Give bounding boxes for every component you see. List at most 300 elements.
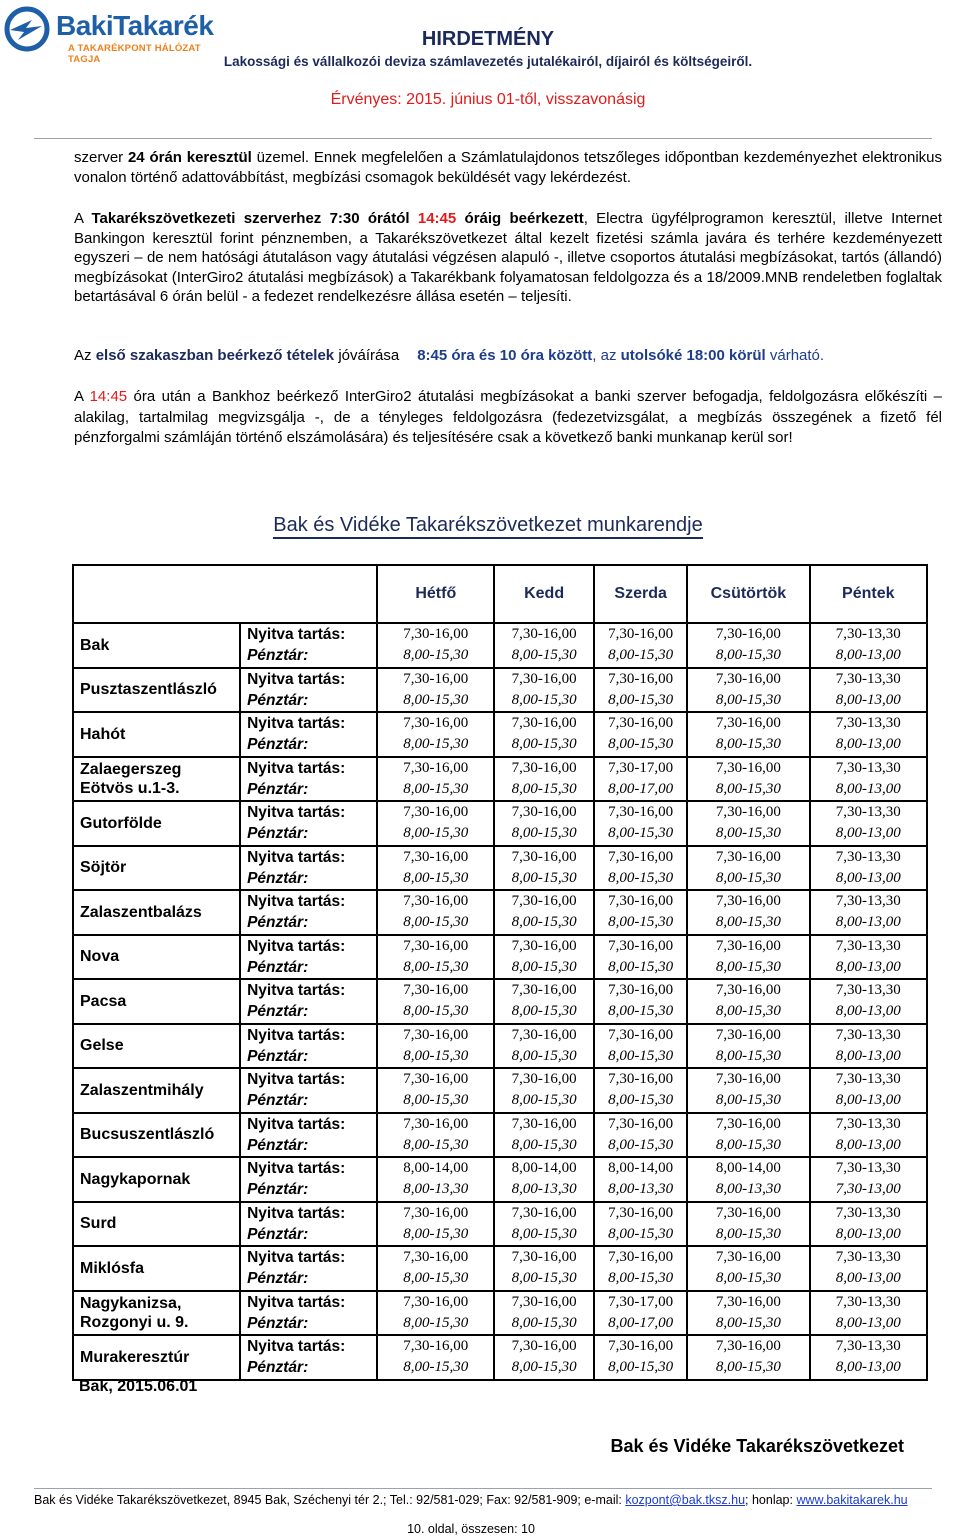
cashier-hours-value: 8,00-15,30: [403, 691, 469, 708]
opening-hours-value: 7,30-16,00: [608, 804, 674, 821]
opening-hours-value: 7,30-16,00: [608, 1338, 674, 1355]
opening-hours-value: 7,30-16,00: [511, 1338, 577, 1355]
day-hours-cell: [494, 1157, 594, 1202]
cashier-hours-value: 8,00-13,30: [511, 1181, 577, 1198]
opening-hours-label: Nyitva tartás:: [247, 1160, 346, 1178]
day-hours-cell: [594, 623, 687, 668]
day-hours-cell: [494, 935, 594, 980]
cashier-hours-value: 8,00-15,30: [608, 647, 674, 664]
day-hours-cell: [377, 979, 494, 1024]
day-hours-cell: [377, 1291, 494, 1336]
hours-labels: [240, 1024, 377, 1069]
cashier-hours-value: 8,00-15,30: [511, 1225, 577, 1242]
opening-hours-value: 7,30-16,00: [511, 804, 577, 821]
day-hours-cell: [594, 668, 687, 713]
opening-hours-value: 7,30-13,30: [835, 982, 901, 999]
day-hours-cell: [594, 1246, 687, 1291]
branch-name-line: Hahót: [80, 725, 126, 743]
table-row: [73, 1157, 927, 1202]
hours-labels: [240, 1291, 377, 1336]
table-row: [73, 846, 927, 891]
branch-name: [73, 1157, 240, 1202]
cashier-hours-label: Pénztár:: [247, 914, 309, 932]
cashier-hours-value: 8,00-15,30: [608, 1047, 674, 1064]
hours-labels: [240, 846, 377, 891]
p3-text-6: utolsóké 18:00 körül: [620, 347, 766, 364]
opening-hours-label: Nyitva tartás:: [247, 1204, 346, 1222]
opening-hours-label: Nyitva tartás:: [247, 893, 346, 911]
table-row: [73, 668, 927, 713]
day-hours-cell: [594, 1068, 687, 1113]
cashier-hours-label: Pénztár:: [247, 1181, 309, 1199]
opening-hours-value: 7,30-13,30: [835, 1204, 901, 1221]
opening-hours-value: 7,30-16,00: [511, 1293, 577, 1310]
cashier-hours-value: 8,00-15,30: [511, 691, 577, 708]
opening-hours-value: 7,30-13,30: [835, 715, 901, 732]
opening-hours-value: 7,30-16,00: [608, 1115, 674, 1132]
cashier-hours-value: 8,00-13,00: [835, 1225, 901, 1242]
table-row: [73, 979, 927, 1024]
day-hours-cell: [594, 846, 687, 891]
opening-hours-value: 7,30-16,00: [608, 893, 674, 910]
day-hours-cell: [810, 1113, 928, 1158]
opening-hours-value: 7,30-16,00: [715, 715, 781, 732]
day-hours-cell: [687, 1246, 809, 1291]
cashier-hours-value: 8,00-13,00: [835, 958, 901, 975]
opening-hours-value: 7,30-16,00: [715, 937, 781, 954]
p2-text-1: A: [74, 210, 92, 227]
cashier-hours-value: 8,00-13,00: [835, 825, 901, 842]
hours-labels: [240, 935, 377, 980]
p4-text-1: A: [74, 388, 90, 405]
day-hours-cell: [687, 1202, 809, 1247]
day-hours-cell: [810, 623, 928, 668]
day-hours-cell: [810, 935, 928, 980]
cashier-hours-value: 8,00-15,30: [608, 958, 674, 975]
p2-text-3: 14:45: [417, 210, 457, 227]
cashier-hours-value: 8,00-13,00: [835, 691, 901, 708]
opening-hours-value: 7,30-16,00: [511, 937, 577, 954]
opening-hours-value: 7,30-13,30: [835, 1293, 901, 1310]
branch-name-line: Bucsuszentlászló: [80, 1126, 215, 1144]
cashier-hours-value: 8,00-15,30: [715, 1047, 781, 1064]
cashier-hours-value: 8,00-15,30: [715, 1225, 781, 1242]
branch-name: [73, 623, 240, 668]
opening-hours-value: 7,30-16,00: [715, 670, 781, 687]
branch-name-line: Nagykanizsa,: [80, 1294, 182, 1312]
opening-hours-value: 7,30-16,00: [403, 1071, 469, 1088]
opening-hours-label: Nyitva tartás:: [247, 1249, 346, 1267]
cashier-hours-label: Pénztár:: [247, 1359, 309, 1377]
day-hours-cell: [594, 1202, 687, 1247]
opening-hours-value: 7,30-16,00: [511, 1071, 577, 1088]
hours-labels: [240, 1068, 377, 1113]
day-hours-cell: [377, 1335, 494, 1380]
day-hours-cell: [687, 979, 809, 1024]
day-hours-cell: [687, 1113, 809, 1158]
opening-hours-value: 7,30-13,30: [835, 937, 901, 954]
opening-hours-value: 7,30-16,00: [715, 804, 781, 821]
opening-hours-value: 7,30-16,00: [715, 1249, 781, 1266]
opening-hours-value: 7,30-13,30: [835, 848, 901, 865]
opening-hours-value: 7,30-16,00: [608, 848, 674, 865]
cashier-hours-value: 8,00-13,00: [835, 1136, 901, 1153]
cashier-hours-label: Pénztár:: [247, 1003, 309, 1021]
cashier-hours-value: 8,00-15,30: [511, 1092, 577, 1109]
page-title: HIRDETMÉNY: [421, 28, 555, 50]
opening-hours-value: 7,30-16,00: [511, 1249, 577, 1266]
hours-labels: [240, 1335, 377, 1380]
opening-hours-value: 7,30-16,00: [403, 1026, 469, 1043]
opening-hours-value: 7,30-16,00: [511, 715, 577, 732]
cashier-hours-value: 8,00-15,30: [403, 958, 469, 975]
cashier-hours-value: 8,00-15,30: [403, 736, 469, 753]
opening-hours-label: Nyitva tartás:: [247, 626, 346, 644]
cashier-hours-value: 8,00-15,30: [403, 1314, 469, 1331]
hours-labels: [240, 668, 377, 713]
cashier-hours-value: 8,00-15,30: [715, 825, 781, 842]
p3-text-1: Az: [74, 347, 96, 364]
cashier-hours-label: Pénztár:: [247, 958, 309, 976]
opening-hours-value: 7,30-16,00: [608, 670, 674, 687]
branch-name: [73, 668, 240, 713]
logo-name: BakiTakarék: [56, 10, 214, 41]
cashier-hours-value: 8,00-13,00: [835, 1003, 901, 1020]
cashier-hours-label: Pénztár:: [247, 647, 309, 665]
opening-hours-value: 7,30-16,00: [403, 982, 469, 999]
table-row: [73, 1291, 927, 1336]
cashier-hours-value: 8,00-15,30: [715, 780, 781, 797]
cashier-hours-value: 8,00-15,30: [715, 914, 781, 931]
footer-contact: [34, 1493, 908, 1507]
opening-hours-value: 7,30-16,00: [608, 1071, 674, 1088]
day-hours-cell: [687, 1291, 809, 1336]
table-row: [73, 801, 927, 846]
day-hours-cell: [377, 757, 494, 802]
cashier-hours-label: Pénztár:: [247, 736, 309, 754]
day-hours-cell: [594, 1113, 687, 1158]
opening-hours-value: 7,30-13,30: [835, 1071, 901, 1088]
opening-hours-value: 7,30-16,00: [715, 982, 781, 999]
cashier-hours-value: 8,00-15,30: [608, 1225, 674, 1242]
opening-hours-value: 7,30-16,00: [403, 626, 469, 643]
cashier-hours-label: Pénztár:: [247, 1314, 309, 1332]
cashier-hours-value: 8,00-15,30: [715, 736, 781, 753]
branch-name: [73, 1068, 240, 1113]
hours-labels: [240, 757, 377, 802]
table-row: [73, 1335, 927, 1380]
cashier-hours-label: Pénztár:: [247, 1270, 309, 1288]
cashier-hours-value: 8,00-15,30: [608, 914, 674, 931]
opening-hours-value: 7,30-16,00: [403, 1115, 469, 1132]
day-hours-cell: [687, 623, 809, 668]
day-hours-cell: [377, 1024, 494, 1069]
cashier-hours-value: 8,00-15,30: [715, 1314, 781, 1331]
branch-name-line: Nova: [80, 948, 120, 966]
p1-text-1: szerver: [74, 149, 128, 166]
day-hours-cell: [810, 757, 928, 802]
day-hours-cell: [687, 668, 809, 713]
day-header: Szerda: [594, 565, 687, 623]
day-hours-cell: [687, 1024, 809, 1069]
opening-hours-value: 7,30-16,00: [403, 1338, 469, 1355]
cashier-hours-value: 8,00-13,00: [835, 736, 901, 753]
opening-hours-value: 7,30-13,30: [835, 626, 901, 643]
cashier-hours-value: 8,00-15,30: [511, 825, 577, 842]
cashier-hours-value: 8,00-15,30: [715, 1136, 781, 1153]
opening-hours-label: Nyitva tartás:: [247, 1115, 346, 1133]
day-hours-cell: [494, 1113, 594, 1158]
day-hours-cell: [377, 668, 494, 713]
day-hours-cell: [810, 1157, 928, 1202]
cashier-hours-value: 8,00-13,00: [835, 1314, 901, 1331]
cashier-hours-value: 8,00-15,30: [403, 1003, 469, 1020]
p3-text-2: első szakaszban beérkező tételek: [95, 347, 335, 364]
cashier-hours-label: Pénztár:: [247, 869, 309, 887]
branch-name-line: Zalaszentmihály: [80, 1081, 204, 1099]
opening-hours-label: Nyitva tartás:: [247, 1293, 346, 1311]
branch-name-line: Nagykapornak: [80, 1170, 191, 1188]
branch-name-line: Miklósfa: [80, 1259, 145, 1277]
opening-hours-label: Nyitva tartás:: [247, 937, 346, 955]
hours-labels: [240, 979, 377, 1024]
day-hours-cell: [594, 979, 687, 1024]
opening-hours-value: 7,30-16,00: [511, 1204, 577, 1221]
table-row: [73, 1068, 927, 1113]
branch-name-line: Murakeresztúr: [80, 1348, 190, 1366]
cashier-hours-value: 8,00-15,30: [511, 736, 577, 753]
opening-hours-label: Nyitva tartás:: [247, 804, 346, 822]
table-row: [73, 712, 927, 757]
branch-name-line: Zalaegerszeg: [80, 760, 182, 778]
day-hours-cell: [494, 846, 594, 891]
branch-name-line: Bak: [80, 636, 110, 654]
opening-hours-value: 7,30-17,00: [608, 1293, 674, 1310]
cashier-hours-value: 8,00-15,30: [403, 647, 469, 664]
cashier-hours-value: 8,00-15,30: [403, 914, 469, 931]
website-link[interactable]: www.bakitakarek.hu: [796, 1493, 908, 1507]
cashier-hours-value: 8,00-13,00: [835, 869, 901, 886]
day-hours-cell: [810, 1068, 928, 1113]
day-hours-cell: [377, 801, 494, 846]
branch-name-line: Zalaszentbalázs: [80, 903, 202, 921]
email-link[interactable]: kozpont@bak.tksz.hu: [625, 1493, 746, 1507]
opening-hours-value: 7,30-16,00: [608, 1249, 674, 1266]
opening-hours-value: 7,30-16,00: [715, 626, 781, 643]
cashier-hours-value: 8,00-15,30: [715, 691, 781, 708]
opening-hours-value: 7,30-16,00: [715, 1115, 781, 1132]
cashier-hours-value: 8,00-15,30: [608, 825, 674, 842]
validity-notice: Érvényes: 2015. június 01-től, visszavonásig: [330, 91, 646, 108]
paragraph-server-uptime: [74, 148, 942, 187]
table-row: [73, 935, 927, 980]
cashier-hours-value: 8,00-15,30: [608, 1136, 674, 1153]
table-row: [73, 1024, 927, 1069]
hours-labels: [240, 1113, 377, 1158]
cashier-hours-value: 8,00-15,30: [403, 780, 469, 797]
day-hours-cell: [594, 890, 687, 935]
cashier-hours-value: 8,00-13,30: [608, 1181, 674, 1198]
cashier-hours-value: 8,00-15,30: [403, 825, 469, 842]
hours-labels: [240, 1157, 377, 1202]
cashier-hours-value: 8,00-13,00: [835, 780, 901, 797]
branch-name: [73, 890, 240, 935]
day-hours-cell: [377, 1202, 494, 1247]
day-hours-cell: [810, 979, 928, 1024]
cashier-hours-value: 8,00-17,00: [608, 1314, 674, 1331]
opening-hours-value: 7,30-16,00: [715, 1071, 781, 1088]
opening-hours-value: 7,30-16,00: [511, 1115, 577, 1132]
schedule-body: [73, 623, 927, 1380]
contact-text: Bak és Vidéke Takarékszövetkezet, 8945 Bak, Széchenyi tér 2.; Tel.: 92/581-029; Fax: 92/581-909; e-mail:: [34, 1493, 626, 1507]
cashier-hours-value: 8,00-15,30: [403, 1047, 469, 1064]
opening-hours-value: 8,00-14,00: [511, 1160, 577, 1177]
opening-hours-value: 7,30-16,00: [403, 937, 469, 954]
opening-hours-value: 7,30-16,00: [403, 759, 469, 776]
opening-hours-value: 7,30-16,00: [511, 626, 577, 643]
branch-name-line: Gutorfölde: [80, 814, 162, 832]
day-hours-cell: [594, 1291, 687, 1336]
cashier-hours-label: Pénztár:: [247, 1225, 309, 1243]
cashier-hours-label: Pénztár:: [247, 1092, 309, 1110]
day-hours-cell: [494, 1068, 594, 1113]
cashier-hours-value: 8,00-15,30: [511, 647, 577, 664]
opening-hours-value: 7,30-13,30: [835, 1115, 901, 1132]
day-hours-cell: [594, 757, 687, 802]
day-hours-cell: [687, 801, 809, 846]
day-hours-cell: [594, 1024, 687, 1069]
day-hours-cell: [494, 1291, 594, 1336]
opening-hours-value: 7,30-16,00: [715, 1293, 781, 1310]
cashier-hours-value: 8,00-15,30: [715, 1003, 781, 1020]
cashier-hours-value: 8,00-13,00: [835, 1270, 901, 1287]
day-header: Hétfő: [377, 565, 494, 623]
opening-hours-value: 7,30-13,30: [835, 670, 901, 687]
schedule-table: [72, 564, 928, 1381]
day-hours-cell: [494, 712, 594, 757]
day-hours-cell: [377, 890, 494, 935]
opening-hours-value: 7,30-16,00: [608, 1026, 674, 1043]
opening-hours-value: 7,30-16,00: [608, 937, 674, 954]
opening-hours-value: 7,30-13,30: [835, 1249, 901, 1266]
p3-text-3: jóváírása: [334, 347, 400, 364]
cashier-hours-value: 8,00-15,30: [403, 1092, 469, 1109]
day-hours-cell: [810, 712, 928, 757]
hours-labels: [240, 801, 377, 846]
day-hours-cell: [494, 1246, 594, 1291]
day-hours-cell: [377, 1113, 494, 1158]
opening-hours-value: 7,30-16,00: [403, 1293, 469, 1310]
cashier-hours-value: 8,00-15,30: [608, 1003, 674, 1020]
cashier-hours-value: 8,00-13,00: [835, 1047, 901, 1064]
opening-hours-value: 8,00-14,00: [608, 1160, 674, 1177]
branch-address-line: Eötvös u.1-3.: [80, 779, 180, 797]
opening-hours-value: 7,30-16,00: [403, 1204, 469, 1221]
p3-text-7: várható.: [765, 347, 825, 364]
opening-hours-value: 7,30-17,00: [608, 759, 674, 776]
cashier-hours-value: 8,00-15,30: [715, 647, 781, 664]
cashier-hours-value: 8,00-15,30: [608, 1092, 674, 1109]
day-hours-cell: [810, 668, 928, 713]
cashier-hours-value: 8,00-15,30: [403, 869, 469, 886]
opening-hours-value: 7,30-16,00: [511, 670, 577, 687]
opening-hours-value: 7,30-16,00: [403, 893, 469, 910]
day-hours-cell: [810, 1246, 928, 1291]
cashier-hours-label: Pénztár:: [247, 1136, 309, 1154]
day-hours-cell: [594, 1335, 687, 1380]
table-row: [73, 623, 927, 668]
day-hours-cell: [494, 801, 594, 846]
cashier-hours-value: 8,00-15,30: [511, 1136, 577, 1153]
day-hours-cell: [377, 712, 494, 757]
opening-hours-label: Nyitva tartás:: [247, 715, 346, 733]
day-hours-cell: [594, 935, 687, 980]
cashier-hours-value: 8,00-15,30: [511, 914, 577, 931]
opening-hours-label: Nyitva tartás:: [247, 1071, 346, 1089]
page-number: 10. oldal, összesen: 10: [407, 1522, 535, 1536]
cashier-hours-value: 7,30-13,00: [835, 1181, 901, 1198]
opening-hours-label: Nyitva tartás:: [247, 759, 346, 777]
branch-name: [73, 801, 240, 846]
opening-hours-value: 7,30-16,00: [608, 715, 674, 732]
opening-hours-value: 7,30-16,00: [715, 1338, 781, 1355]
cashier-hours-value: 8,00-15,30: [608, 691, 674, 708]
schedule-title-text: Bak és Vidéke Takarékszövetkezet munkarendje: [273, 514, 703, 539]
cashier-hours-value: 8,00-15,30: [511, 869, 577, 886]
p1-text-2: 24 órán keresztül: [127, 149, 252, 166]
cashier-hours-value: 8,00-15,30: [511, 1359, 577, 1376]
cashier-hours-value: 8,00-15,30: [403, 1270, 469, 1287]
branch-name: [73, 1246, 240, 1291]
opening-hours-value: 7,30-16,00: [715, 848, 781, 865]
day-hours-cell: [810, 890, 928, 935]
opening-hours-value: 7,30-16,00: [511, 893, 577, 910]
opening-hours-value: 7,30-16,00: [608, 982, 674, 999]
day-hours-cell: [494, 979, 594, 1024]
day-hours-cell: [494, 757, 594, 802]
day-hours-cell: [810, 1024, 928, 1069]
opening-hours-label: Nyitva tartás:: [247, 1338, 346, 1356]
opening-hours-value: 7,30-13,30: [835, 1338, 901, 1355]
cashier-hours-value: 8,00-15,30: [403, 1136, 469, 1153]
branch-name: [73, 935, 240, 980]
day-header: Csütörtök: [687, 565, 809, 623]
p2-text-5: , Electra ügyfélprogramon keresztül, illetve Internet Bankingon keresztül forint pénznemben, a Takarékszövetkezet által kezelt fizetési számla javára és terhére kezdeményezett egyszeri – de nem hatósági átutaláson vagy átutalási végzésen alapuló -, illetve csoportos átutalási megbízásokat, tartós (állandó) megbízásokat (InterGiro2 átutalási megbízások) a Takarékbank folyamatosan feldolgozza és a 18/2009.MNB rendeletben foglaltak betartásával 6 órán belül - a fedezet rendelkezésre állása esetén – teljesíti.: [74, 210, 942, 306]
day-header: Péntek: [810, 565, 928, 623]
p3-text-5: , az: [592, 347, 621, 364]
cashier-hours-value: 8,00-13,00: [835, 1092, 901, 1109]
day-hours-cell: [810, 1202, 928, 1247]
cashier-hours-value: 8,00-17,00: [608, 780, 674, 797]
cashier-hours-value: 8,00-15,30: [511, 1314, 577, 1331]
cashier-hours-value: 8,00-15,30: [511, 1047, 577, 1064]
opening-hours-value: 7,30-16,00: [608, 626, 674, 643]
opening-hours-value: 7,30-16,00: [715, 1204, 781, 1221]
cashier-hours-label: Pénztár:: [247, 691, 309, 709]
opening-hours-label: Nyitva tartás:: [247, 982, 346, 1000]
cashier-hours-value: 8,00-15,30: [511, 1270, 577, 1287]
opening-hours-label: Nyitva tartás:: [247, 848, 346, 866]
day-hours-cell: [377, 846, 494, 891]
opening-hours-value: 7,30-13,30: [835, 804, 901, 821]
branch-name-line: Pusztaszentlászló: [80, 681, 217, 699]
paragraph-after-cutoff: [74, 387, 942, 449]
cashier-hours-value: 8,00-15,30: [608, 1270, 674, 1287]
opening-hours-value: 7,30-16,00: [511, 848, 577, 865]
p2-text-4: óráig beérkezett: [456, 210, 584, 227]
document-date: Bak, 2015.06.01: [79, 1378, 198, 1395]
cashier-hours-value: 8,00-15,30: [511, 780, 577, 797]
